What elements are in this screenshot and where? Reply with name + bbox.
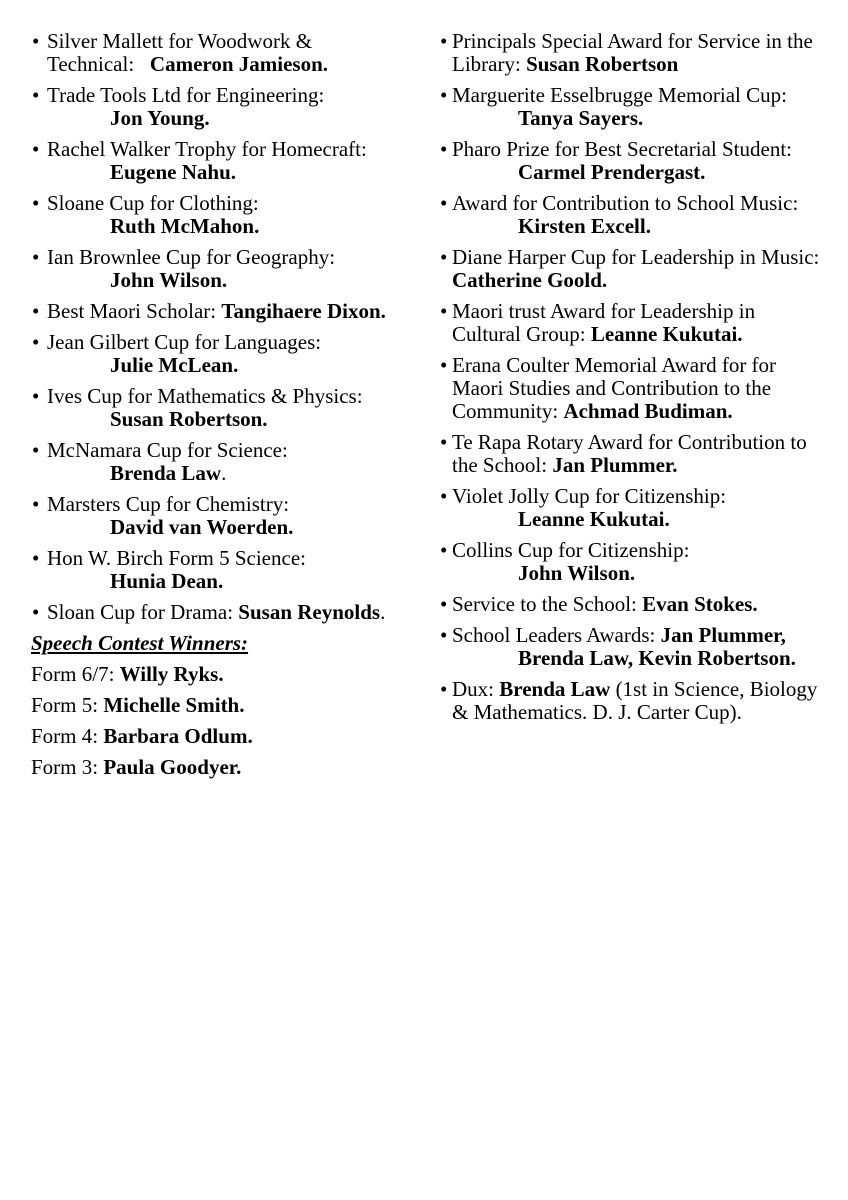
award-item — [440, 485, 820, 531]
award-text: Diane Harper Cup for Leadership in Music: — [452, 245, 820, 269]
right-column — [440, 30, 820, 787]
award-title — [452, 430, 807, 477]
award-item — [31, 331, 403, 377]
award-text: Best Maori Scholar: — [47, 299, 222, 323]
award-title — [452, 623, 786, 647]
award-item — [31, 439, 403, 485]
winner-name: John Wilson. — [110, 268, 228, 292]
award-title — [47, 83, 324, 107]
winner-name: Susan Reynolds — [238, 600, 381, 624]
award-text: Te Rapa Rotary Award for Contribution to the School: — [452, 430, 807, 477]
winner-name-line — [110, 161, 403, 184]
bullet-icon: • — [32, 83, 40, 107]
award-text: Sloan Cup for Drama: — [47, 600, 239, 624]
winner-name-line — [518, 107, 820, 130]
bullet-icon: • — [440, 592, 448, 616]
award-item — [440, 431, 820, 477]
bullet-icon: • — [32, 245, 40, 269]
award-title — [452, 677, 817, 724]
winner-name: Brenda Law, Kevin Robertson. — [518, 646, 796, 670]
award-item — [31, 30, 403, 76]
award-item — [440, 84, 820, 130]
winner-name: Barbara Odlum. — [103, 724, 253, 748]
bullet-icon: • — [32, 29, 40, 53]
winner-name: Brenda Law — [110, 461, 222, 485]
winner-name-line — [518, 562, 820, 585]
award-item — [31, 192, 403, 238]
winner-name: Susan Robertson. — [110, 407, 268, 431]
award-item — [440, 678, 820, 724]
award-text: Jean Gilbert Cup for Languages: — [47, 330, 322, 354]
award-text: . — [221, 461, 227, 485]
award-text: Violet Jolly Cup for Citizenship: — [452, 484, 727, 508]
section-heading — [31, 632, 403, 655]
award-item — [440, 624, 820, 670]
award-text: Ives Cup for Mathematics & Physics: — [47, 384, 363, 408]
bullet-icon: • — [440, 430, 448, 454]
award-item — [440, 30, 820, 76]
form-line — [31, 694, 403, 717]
award-title — [452, 245, 819, 292]
award-title — [31, 755, 241, 779]
award-item — [31, 138, 403, 184]
winner-name: Carmel Prendergast. — [518, 160, 706, 184]
award-item — [31, 385, 403, 431]
bullet-icon: • — [32, 191, 40, 215]
winner-name: Achmad Budiman. — [563, 399, 733, 423]
winner-name: Leanne Kukutai. — [590, 322, 743, 346]
award-text: Rachel Walker Trophy for Homecraft: — [47, 137, 367, 161]
award-title — [47, 492, 289, 516]
form-line — [31, 756, 403, 779]
award-title — [452, 83, 787, 107]
award-item — [440, 354, 820, 423]
award-title — [47, 245, 335, 269]
winner-name: Paula Goodyer. — [103, 755, 242, 779]
award-title — [452, 353, 776, 423]
award-title — [47, 191, 259, 215]
award-title — [47, 384, 363, 408]
award-text: Ian Brownlee Cup for Geography: — [47, 245, 336, 269]
bullet-icon: • — [440, 137, 448, 161]
winner-name: Susan Robertson — [526, 52, 679, 76]
award-text: Erana Coulter Memorial Award for for Maori Studies and Contribution to the Community: — [452, 353, 777, 423]
form-line — [31, 663, 403, 686]
bullet-icon: • — [440, 623, 448, 647]
bullet-icon: • — [440, 353, 448, 377]
award-text: Marguerite Esselbrugge Memorial Cup: — [452, 83, 787, 107]
award-item — [31, 84, 403, 130]
bullet-icon: • — [440, 299, 448, 323]
award-item — [440, 300, 820, 346]
award-title — [31, 724, 253, 748]
award-item — [440, 138, 820, 184]
left-column — [31, 30, 403, 787]
winner-name-line — [110, 408, 403, 431]
award-title — [47, 438, 288, 462]
award-title — [452, 191, 798, 215]
award-item — [31, 547, 403, 593]
winner-name: Cameron Jamieson. — [149, 52, 329, 76]
award-text: Form 5: — [31, 693, 104, 717]
award-item — [440, 192, 820, 238]
award-text: Hon W. Birch Form 5 Science: — [47, 546, 306, 570]
award-item — [31, 493, 403, 539]
award-title — [47, 546, 306, 570]
winner-name: Hunia Dean. — [110, 569, 224, 593]
winner-name-line — [518, 508, 820, 531]
award-item — [440, 246, 820, 292]
award-title — [452, 538, 689, 562]
award-title — [452, 299, 755, 346]
bullet-icon: • — [32, 492, 40, 516]
award-title — [31, 662, 224, 686]
bullet-icon: • — [440, 484, 448, 508]
winner-name: Jan Plummer. — [552, 453, 678, 477]
winner-name: David van Woerden. — [110, 515, 294, 539]
winner-name: Tangihaere Dixon. — [221, 299, 386, 323]
winner-name-line — [110, 462, 403, 485]
winner-name: John Wilson. — [518, 561, 636, 585]
award-item — [31, 300, 403, 323]
award-title — [47, 29, 328, 76]
award-text: Collins Cup for Citizenship: — [452, 538, 690, 562]
bullet-icon: • — [32, 299, 40, 323]
award-title — [47, 600, 385, 624]
bullet-icon: • — [32, 546, 40, 570]
award-text: . — [380, 600, 386, 624]
winner-name: Catherine Goold. — [452, 268, 608, 292]
award-text: Maori trust Award for Leadership in Cultural Group: — [452, 299, 756, 346]
bullet-icon: • — [32, 330, 40, 354]
winner-name: Jan Plummer, — [660, 623, 786, 647]
bullet-icon: • — [440, 191, 448, 215]
winner-name-line — [110, 215, 403, 238]
award-item — [31, 246, 403, 292]
award-text: Form 3: — [31, 755, 104, 779]
winner-name: Willy Ryks. — [119, 662, 224, 686]
winner-name-line — [518, 215, 820, 238]
winner-name: Speech Contest Winners: — [31, 631, 249, 655]
winner-name: Evan Stokes. — [642, 592, 758, 616]
bullet-icon: • — [440, 538, 448, 562]
bullet-icon: • — [32, 137, 40, 161]
winner-name: Brenda Law — [499, 677, 611, 701]
bullet-icon: • — [32, 600, 40, 624]
award-title — [31, 693, 245, 717]
award-text: Sloane Cup for Clothing: — [47, 191, 259, 215]
award-text: Trade Tools Ltd for Engineering: — [47, 83, 325, 107]
award-text: Dux: — [452, 677, 500, 701]
award-text: Award for Contribution to School Music: — [452, 191, 799, 215]
award-text: Principals Special Award for Service in the Library: — [452, 29, 813, 76]
winner-name-line — [110, 516, 403, 539]
winner-name: Leanne Kukutai. — [518, 507, 670, 531]
form-line — [31, 725, 403, 748]
award-text: Marsters Cup for Chemistry: — [47, 492, 290, 516]
winner-name: Michelle Smith. — [103, 693, 245, 717]
award-title — [47, 330, 321, 354]
winner-name: Eugene Nahu. — [110, 160, 237, 184]
winner-name-line — [110, 269, 403, 292]
award-text: Silver Mallett for Woodwork & Technical: — [47, 29, 313, 76]
award-text: Pharo Prize for Best Secretarial Student: — [452, 137, 792, 161]
award-title — [452, 137, 792, 161]
award-text: Service to the School: — [452, 592, 643, 616]
award-text: (1st in Science, Biology & Mathematics. D. J. Carter Cup). — [452, 677, 818, 724]
award-title — [47, 137, 367, 161]
award-item — [440, 539, 820, 585]
award-text: Form 6/7: — [31, 662, 120, 686]
award-title — [31, 631, 248, 655]
award-item — [31, 601, 403, 624]
winner-name: Tanya Sayers. — [518, 106, 644, 130]
bullet-icon: • — [440, 83, 448, 107]
winner-name: Kirsten Excell. — [518, 214, 651, 238]
bullet-icon: • — [32, 384, 40, 408]
award-title — [47, 299, 386, 323]
winner-name-line — [518, 161, 820, 184]
winner-name-line — [110, 354, 403, 377]
award-text: School Leaders Awards: — [452, 623, 661, 647]
winner-name: Ruth McMahon. — [110, 214, 260, 238]
winner-name: Julie McLean. — [110, 353, 239, 377]
winner-name-line — [110, 107, 403, 130]
award-title — [452, 484, 726, 508]
award-title — [452, 592, 758, 616]
winner-name: Jon Young. — [110, 106, 210, 130]
bullet-icon: • — [440, 245, 448, 269]
winner-name-line — [110, 570, 403, 593]
award-title — [452, 29, 813, 76]
bullet-icon: • — [440, 29, 448, 53]
bullet-icon: • — [440, 677, 448, 701]
award-item — [440, 593, 820, 616]
winner-name-line — [518, 647, 820, 670]
award-text: Form 4: — [31, 724, 104, 748]
award-text: McNamara Cup for Science: — [47, 438, 288, 462]
bullet-icon: • — [32, 438, 40, 462]
